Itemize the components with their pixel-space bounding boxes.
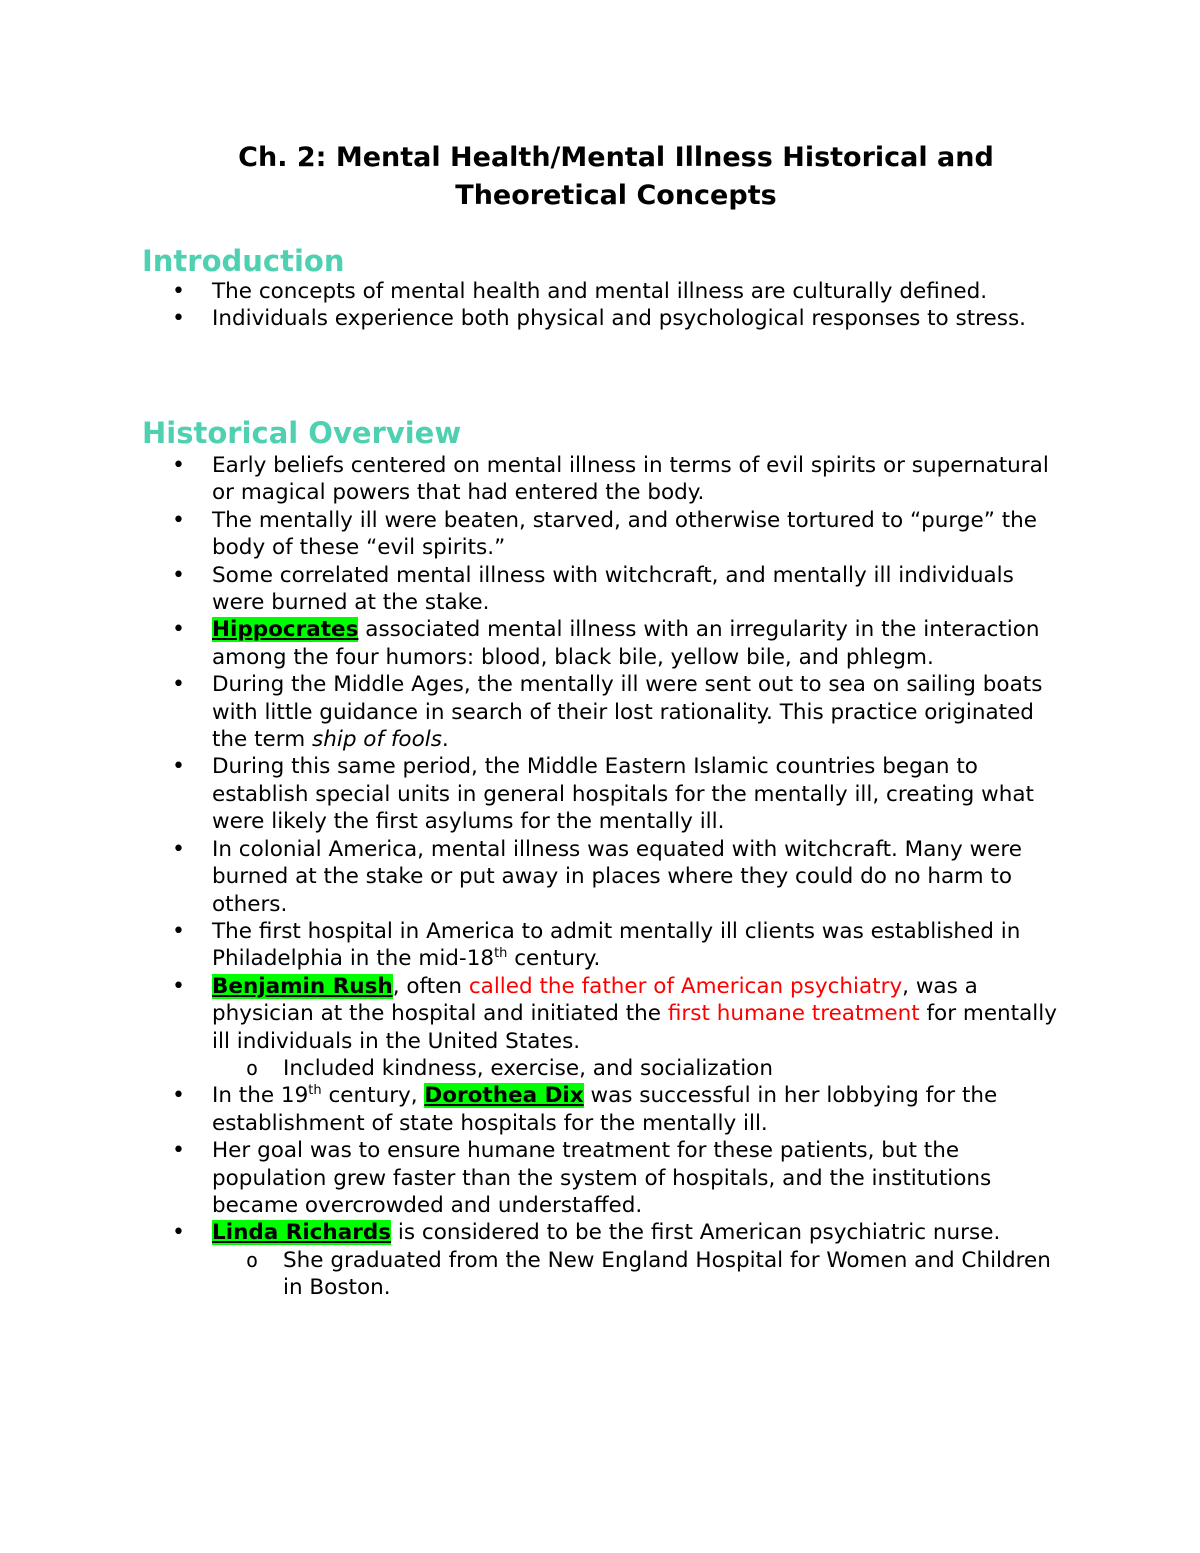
list-item: • During this same period, the Middle Eastern Islamic countries began to establish special units in general hospitals for the mentally ill, creating what were likely the first asylums for the mentally ill. xyxy=(142,753,1072,835)
list-item: • Her goal was to ensure humane treatment for these patients, but the population grew faster than the system of hospitals, and the institutions became overcrowded and understaffed. xyxy=(142,1137,1072,1219)
red-emphasis: first humane treatment xyxy=(667,1001,920,1027)
historical-overview-heading: Historical Overview xyxy=(142,416,462,450)
list-item: • Some correlated mental illness with witchcraft, and mentally ill individuals were burned at the stake. xyxy=(142,562,1072,617)
historical-overview-list xyxy=(142,452,1072,1302)
highlighted-name: Benjamin Rush xyxy=(212,973,393,999)
page-title xyxy=(140,139,1092,215)
sub-list-item: o She graduated from the New England Hospital for Women and Children in Boston. xyxy=(212,1247,1072,1302)
introduction-heading: Introduction xyxy=(142,244,345,278)
list-item: • During the Middle Ages, the mentally ill were sent out to sea on sailing boats with little guidance in search of their lost rationality. This practice originated the term ship of fools. xyxy=(142,671,1072,753)
list-item: • Linda Richards is considered to be the first American psychiatric nurse. o She graduated from the New England Hospital for Women and Children in Boston. xyxy=(142,1219,1072,1301)
sub-list xyxy=(212,1055,1072,1082)
sub-list-item: o Included kindness, exercise, and socialization xyxy=(212,1055,1072,1082)
title-line-2: Theoretical Concepts xyxy=(455,180,777,211)
superscript: th xyxy=(308,1083,322,1099)
list-item: • Early beliefs centered on mental illness in terms of evil spirits or supernatural or magical powers that had entered the body. xyxy=(142,452,1072,507)
list-item: • The concepts of mental health and mental illness are culturally defined. xyxy=(142,278,1072,305)
list-item: • Hippocrates associated mental illness with an irregularity in the interaction among the four humors: blood, black bile, yellow bile, and phlegm. xyxy=(142,616,1072,671)
italic-term: ship of fools xyxy=(312,727,442,753)
list-item: • Benjamin Rush, often called the father of American psychiatry, was a physician at the hospital and initiated the first humane treatment for mentally ill individuals in the United States. o Included kindness, exercise, and socialization xyxy=(142,973,1072,1083)
highlighted-name: Dorothea Dix xyxy=(424,1083,584,1109)
list-item: • The first hospital in America to admit mentally ill clients was established in Philadelphia in the mid-18th century. xyxy=(142,918,1072,973)
list-item: • In the 19th century, Dorothea Dix was successful in her lobbying for the establishment of state hospitals for the mentally ill. xyxy=(142,1082,1072,1137)
list-item: • The mentally ill were beaten, starved, and otherwise tortured to “purge” the body of these “evil spirits.” xyxy=(142,507,1072,562)
red-emphasis: called the father of American psychiatry xyxy=(468,973,903,999)
list-item: • Individuals experience both physical and psychological responses to stress. xyxy=(142,305,1072,332)
title-line-1: Ch. 2: Mental Health/Mental Illness Historical and xyxy=(238,142,994,173)
highlighted-name: Hippocrates xyxy=(212,617,359,643)
list-item: • In colonial America, mental illness was equated with witchcraft. Many were burned at the stake or put away in places where they could do no harm to others. xyxy=(142,836,1072,918)
sub-list xyxy=(212,1247,1072,1302)
superscript: th xyxy=(494,946,508,962)
introduction-list xyxy=(142,278,1072,333)
highlighted-name: Linda Richards xyxy=(212,1220,392,1246)
